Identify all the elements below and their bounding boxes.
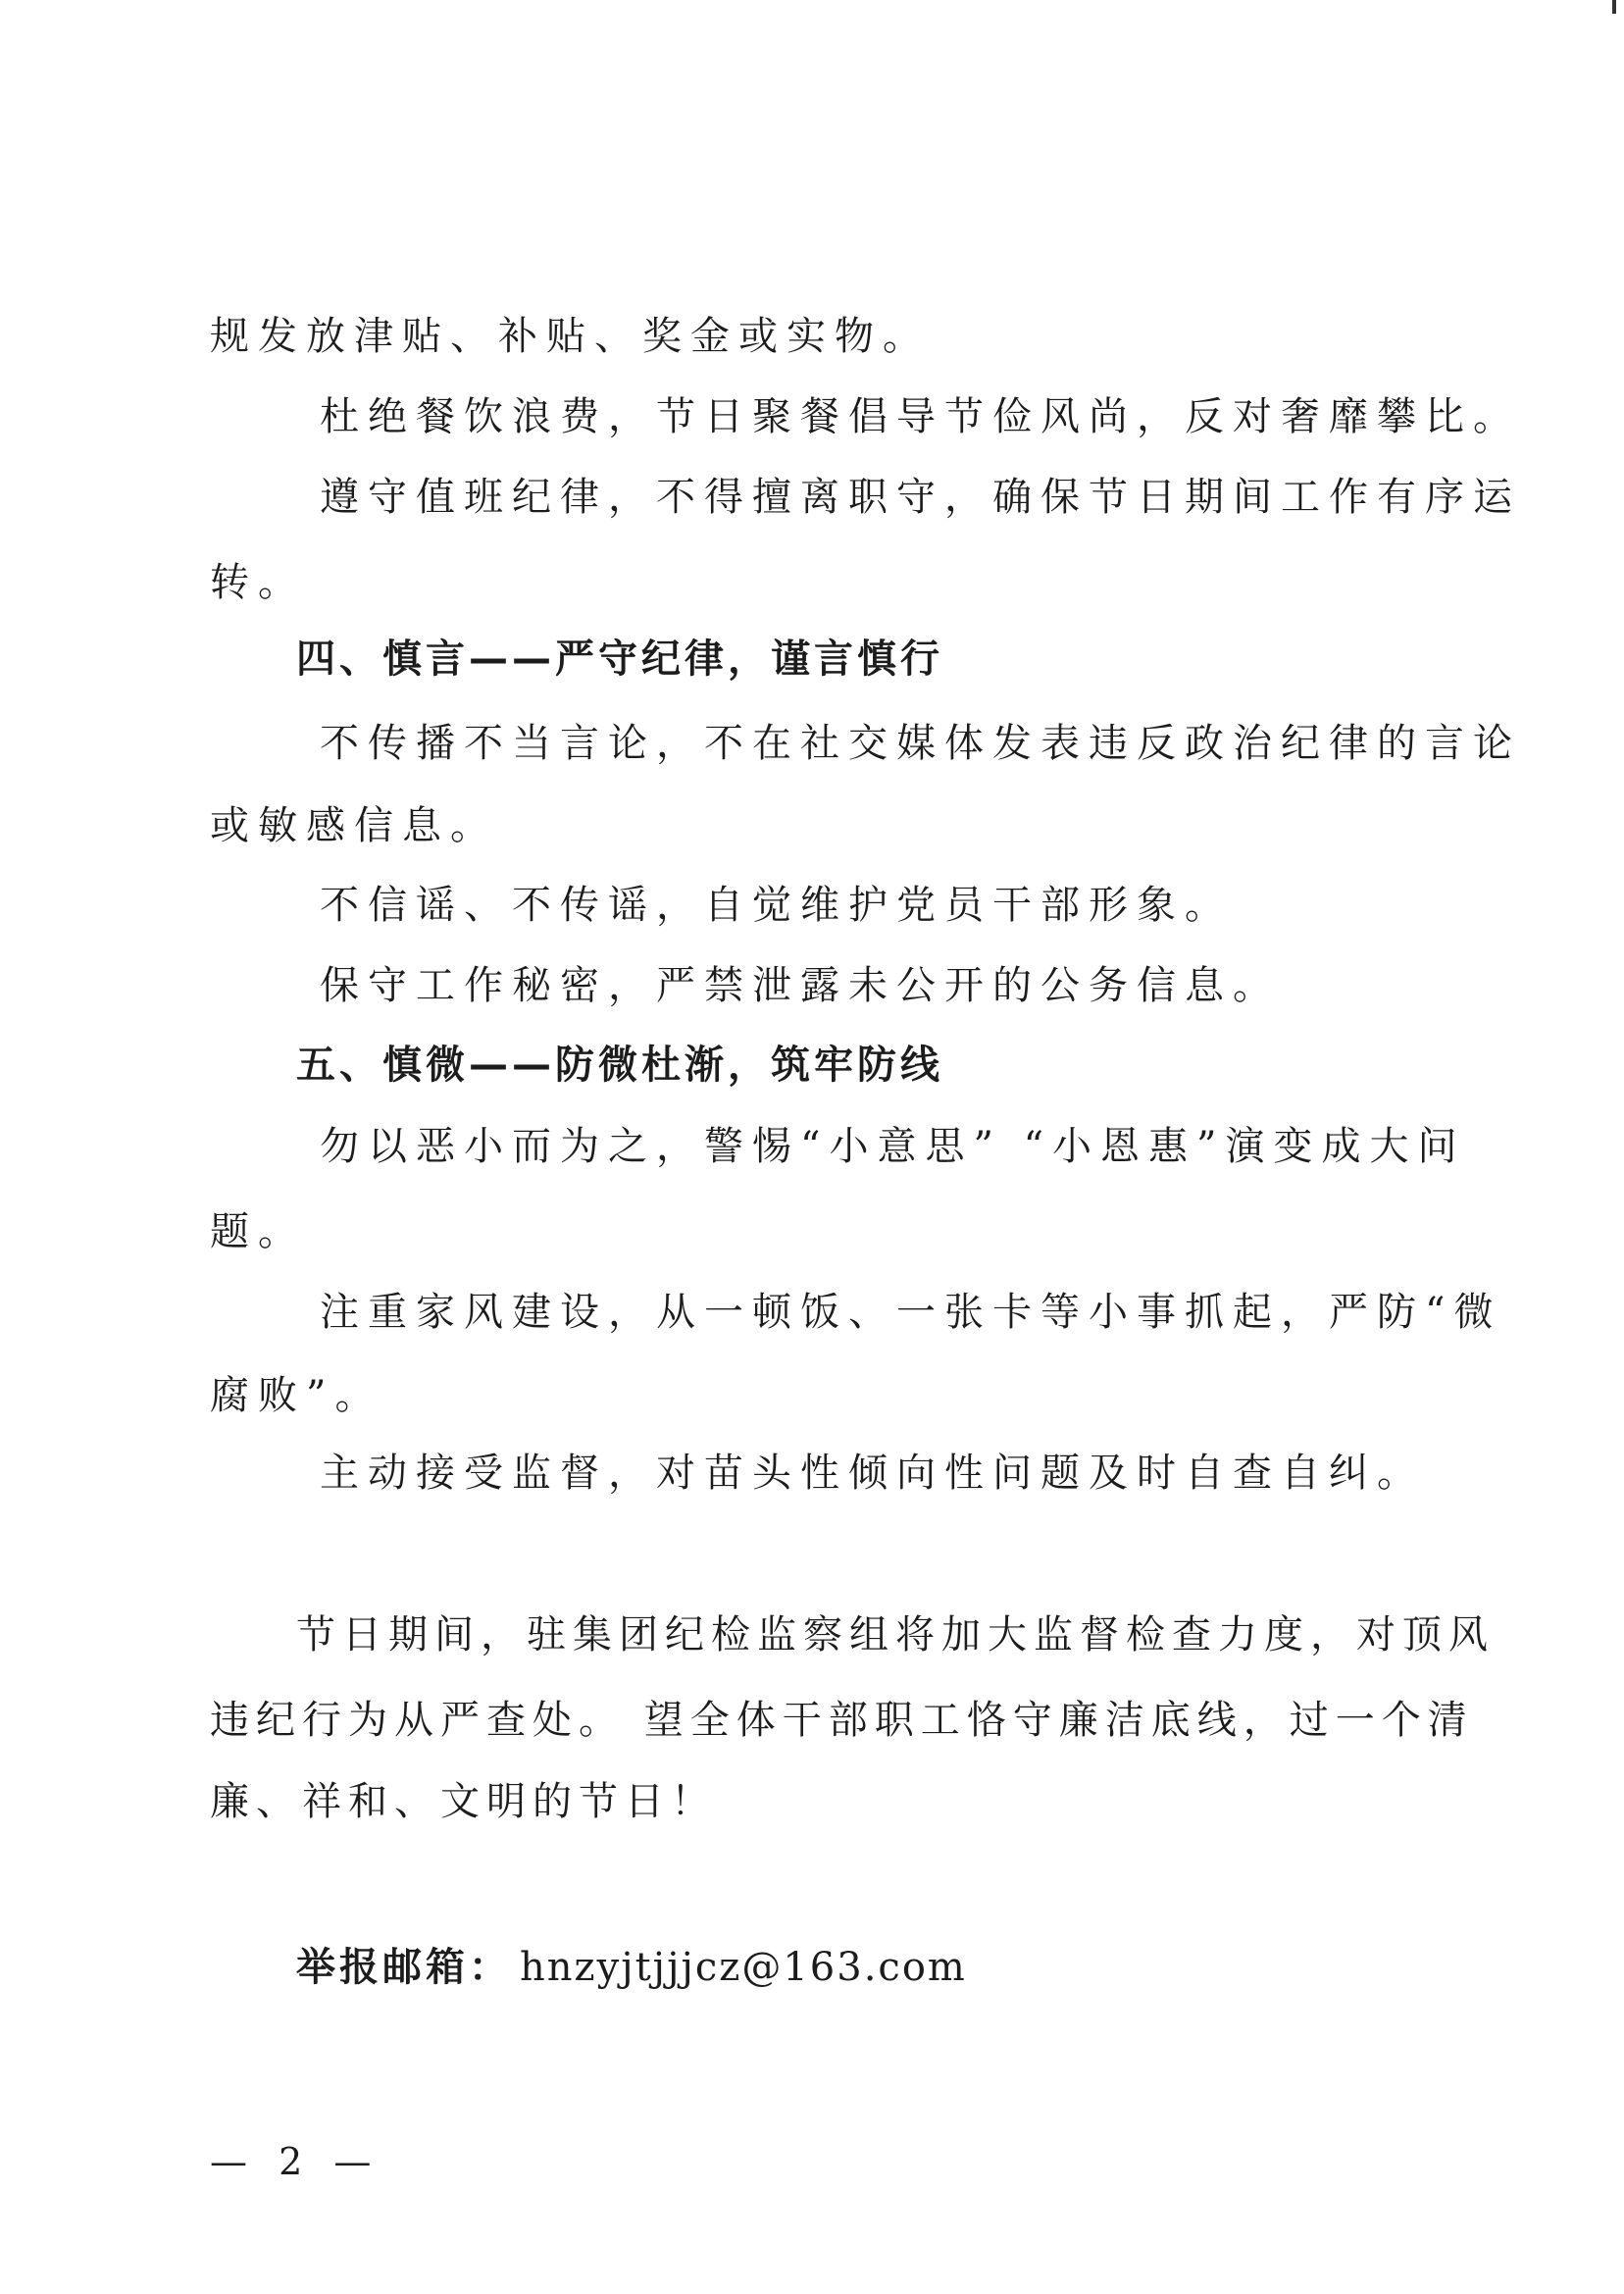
paragraph-line-6: 或敏感信息。 bbox=[210, 803, 498, 848]
paragraph-line-8: 保守工作秘密，严禁泄露未公开的公务信息。 bbox=[320, 963, 1281, 1008]
paragraph-line-2: 杜绝餐饮浪费，节日聚餐倡导节俭风尚，反对奢靡攀比。 bbox=[320, 394, 1521, 439]
report-email-block bbox=[296, 1945, 967, 1990]
paragraph-line-11: 注重家风建设，从一顿饭、一张卡等小事抓起，严防“微 bbox=[320, 1290, 1502, 1335]
paragraph-line-9: 勿以恶小而为之，警惕“小意思” “小恩惠”演变成大问 bbox=[320, 1124, 1466, 1169]
report-email-address[interactable]: hnzyjtjjjcz@163.com bbox=[520, 1945, 967, 1990]
paragraph-line-10: 题。 bbox=[210, 1209, 306, 1254]
closing-paragraph-line-2: 违纪行为从严查处。 望全体干部职工恪守廉洁底线，过一个清 bbox=[210, 1698, 1474, 1743]
page-number: — 2 — bbox=[210, 2140, 381, 2183]
section-heading-five: 五、慎微——防微杜渐，筑牢防线 bbox=[296, 1043, 943, 1088]
paragraph-line-5: 不传播不当言论，不在社交媒体发表违反政治纪律的言论 bbox=[320, 721, 1521, 766]
closing-paragraph-line-3: 廉、祥和、文明的节日！ bbox=[210, 1779, 717, 1824]
closing-paragraph-line-1: 节日期间，驻集团纪检监察组将加大监督检查力度，对顶风 bbox=[296, 1612, 1495, 1657]
paragraph-line-1: 规发放津贴、补贴、奖金或实物。 bbox=[210, 314, 931, 359]
paragraph-line-13: 主动接受监督，对苗头性倾向性问题及时自查自纠。 bbox=[320, 1451, 1425, 1496]
section-heading-four: 四、慎言——严守纪律，谨言慎行 bbox=[296, 637, 943, 682]
report-email-label: 举报邮箱： bbox=[296, 1945, 512, 1990]
paragraph-line-7: 不信谣、不传谣，自觉维护党员干部形象。 bbox=[320, 883, 1233, 928]
scan-edge-mark bbox=[1612, 0, 1616, 14]
paragraph-line-12: 腐败”。 bbox=[210, 1373, 383, 1418]
paragraph-line-3: 遵守值班纪律，不得擅离职守，确保节日期间工作有序运 bbox=[320, 475, 1521, 520]
paragraph-line-4: 转。 bbox=[210, 560, 306, 605]
